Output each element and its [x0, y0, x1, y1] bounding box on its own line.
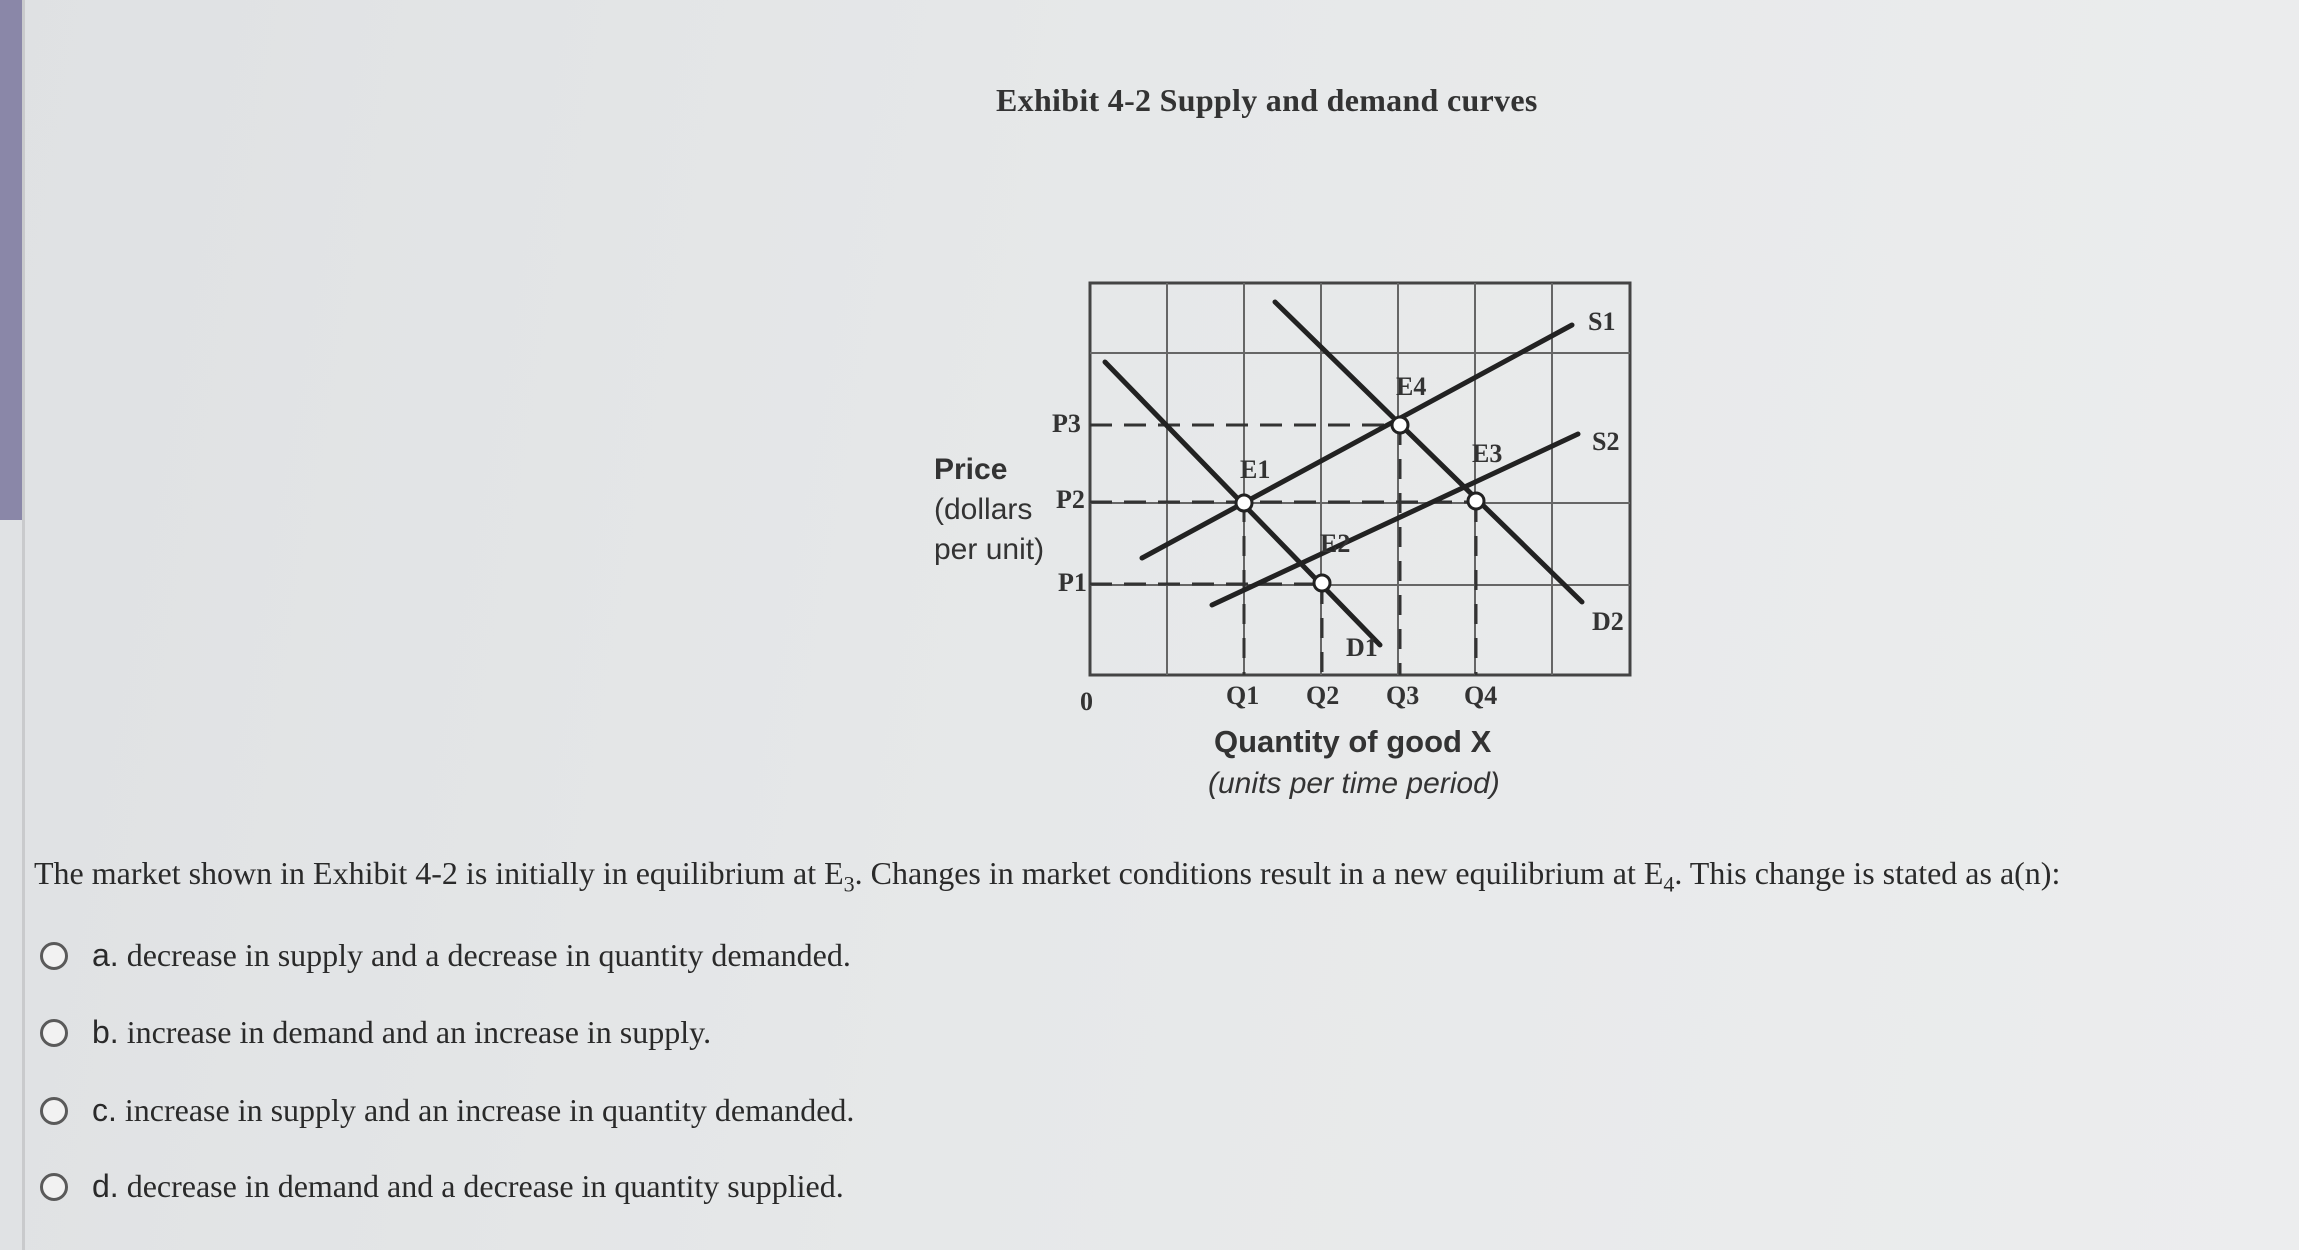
label-s2: S2	[1592, 427, 1620, 456]
question-e4-subscript: 4	[1663, 871, 1675, 897]
answer-option-d[interactable]	[40, 1168, 844, 1205]
equilibrium-point-e1	[1236, 495, 1252, 511]
option-letter-c: c.	[92, 1092, 117, 1128]
x-axis-sublabel: (units per time period)	[1208, 767, 1500, 800]
supply-curve-s1	[1142, 325, 1572, 558]
option-text-d: decrease in demand and a decrease in quantity supplied.	[126, 1168, 844, 1204]
radio-button-a[interactable]	[40, 942, 68, 970]
origin-label: 0	[1080, 687, 1093, 716]
option-text-c: increase in supply and an increase in quantity demanded.	[124, 1092, 855, 1128]
chart-grid	[1090, 283, 1630, 675]
question-text	[34, 855, 2060, 897]
price-tick-p3: P3	[1052, 409, 1081, 438]
question-part2: . Changes in market conditions result in a new equilibrium at E	[854, 855, 1664, 891]
equilibrium-point-e2	[1314, 575, 1330, 591]
radio-button-d[interactable]	[40, 1173, 68, 1201]
answer-option-b[interactable]	[40, 1014, 711, 1051]
x-axis-label: Quantity of good X	[1214, 724, 1492, 759]
quantity-tick-q3: Q3	[1386, 681, 1420, 710]
option-letter-b: b.	[92, 1014, 119, 1050]
question-e3-subscript: 3	[843, 871, 855, 897]
radio-button-c[interactable]	[40, 1097, 68, 1125]
option-text-b: increase in demand and an increase in supply.	[126, 1014, 712, 1050]
label-e1: E1	[1240, 455, 1271, 484]
label-e2: E2	[1320, 529, 1351, 558]
answer-option-a[interactable]	[40, 937, 851, 974]
price-guides	[1090, 425, 1476, 584]
exhibit-title: Exhibit 4-2 Supply and demand curves	[996, 82, 1538, 118]
question-part1: The market shown in Exhibit 4-2 is initially in equilibrium at E	[34, 855, 844, 891]
answer-option-c[interactable]	[40, 1092, 854, 1129]
y-axis-label-line1: Price	[934, 453, 1008, 486]
option-letter-a: a.	[92, 937, 119, 973]
y-axis-label-line2: (dollars	[934, 493, 1033, 526]
label-d1: D1	[1346, 633, 1378, 662]
radio-button-b[interactable]	[40, 1019, 68, 1047]
quantity-tick-q1: Q1	[1226, 681, 1260, 710]
option-text-a: decrease in supply and a decrease in quantity demanded.	[126, 937, 851, 973]
quantity-tick-q4: Q4	[1464, 681, 1498, 710]
label-e4: E4	[1396, 372, 1427, 401]
option-letter-d: d.	[92, 1168, 119, 1204]
price-tick-p1: P1	[1058, 568, 1087, 597]
chart-frame	[1090, 283, 1630, 675]
label-e3: E3	[1472, 439, 1503, 468]
quantity-tick-q2: Q2	[1306, 681, 1340, 710]
equilibrium-point-e3	[1468, 493, 1484, 509]
label-d2: D2	[1592, 607, 1624, 636]
y-axis-label-line3: per unit)	[934, 533, 1045, 566]
question-part3: . This change is stated as a(n):	[1674, 855, 2061, 891]
price-tick-p2: P2	[1056, 485, 1085, 514]
label-s1: S1	[1588, 307, 1616, 336]
equilibrium-point-e4	[1392, 417, 1408, 433]
